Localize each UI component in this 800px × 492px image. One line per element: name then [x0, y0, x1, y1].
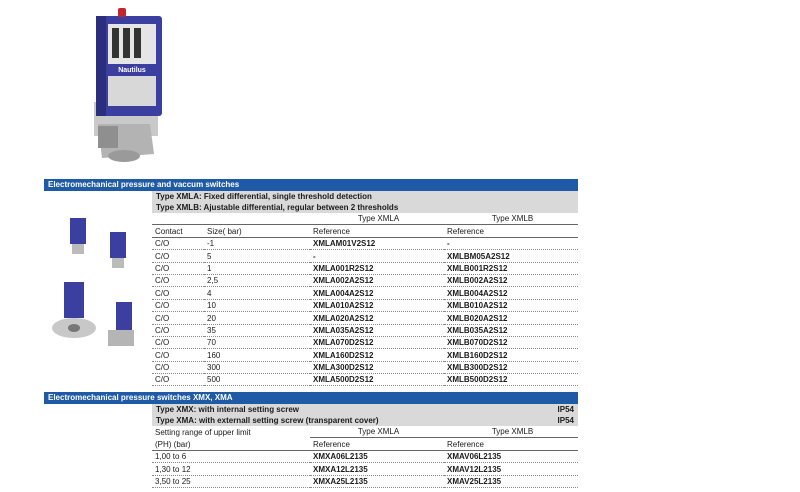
table-row [152, 237, 578, 249]
contact-cell: C/O [152, 274, 204, 286]
ip-rating-xmx: IP54 [557, 405, 574, 414]
contact-cell: C/O [152, 250, 204, 262]
table-row [152, 463, 578, 475]
product-brand-label: Nautilus [118, 67, 146, 74]
reference-b-cell: XMLB010A2S12 [444, 299, 578, 311]
reference-b-cell: XMAV25L2135 [444, 475, 578, 487]
contact-cell: C/O [152, 374, 204, 386]
table-row [152, 287, 578, 299]
table-row [152, 262, 578, 274]
reference-b-cell: XMLB002A2S12 [444, 274, 578, 286]
reference-b-cell: XMLB020A2S12 [444, 312, 578, 324]
col-header-reference-b: Reference [444, 225, 578, 237]
range-cell: 1,30 to 12 [152, 463, 310, 475]
contact-cell: C/O [152, 349, 204, 361]
reference-b-cell: XMAV12L2135 [444, 463, 578, 475]
reference-b-cell: XMLB070D2S12 [444, 336, 578, 348]
contact-cell: C/O [152, 262, 204, 274]
size-cell: 20 [204, 312, 310, 324]
reference-a-cell: XMLA010A2S12 [310, 299, 444, 311]
reference-b-cell: XMLB035A2S12 [444, 324, 578, 336]
contact-cell: C/O [152, 299, 204, 311]
type-xmx-text: Type XMX: with internal setting screw [156, 405, 299, 414]
section-title-xmx-xma: Electromechanical pressure switches XMX, XMA [44, 392, 578, 404]
reference-a-cell: XMLA001R2S12 [310, 262, 444, 274]
contact-cell: C/O [152, 287, 204, 299]
contact-cell: C/O [152, 361, 204, 373]
table-row [152, 475, 578, 487]
section-title-pressure-vacuum: Electromechanical pressure and vaccum switches [44, 179, 578, 191]
reference-b-cell: XMLB001R2S12 [444, 262, 578, 274]
contact-cell: C/O [152, 336, 204, 348]
reference-a-cell: XMXA12L2135 [310, 463, 444, 475]
type-description-xmx [152, 404, 578, 415]
col-header-reference-a: Reference [310, 438, 444, 450]
table-row [152, 450, 578, 462]
col-header-contact: Contact [152, 225, 204, 237]
table-row [152, 299, 578, 311]
type-description-xmlb: Type XMLB: Ajustable differential, regular between 2 thresholds [152, 202, 578, 213]
reference-a-cell: XMLA070D2S12 [310, 336, 444, 348]
size-cell: 5 [204, 250, 310, 262]
contact-cell: C/O [152, 312, 204, 324]
reference-b-cell: XMLBM05A2S12 [444, 250, 578, 262]
size-cell: 500 [204, 374, 310, 386]
col-header-type-xmlb: Type XMLB [444, 213, 578, 225]
pressure-switch-thumbnails [44, 210, 148, 360]
reference-a-cell: XMXA06L2135 [310, 450, 444, 462]
col-header-type-xmla: Type XMLA [310, 426, 444, 438]
col-header-type-xmlb: Type XMLB [444, 426, 578, 438]
size-cell: 35 [204, 324, 310, 336]
reference-a-cell: - [310, 250, 444, 262]
reference-b-cell: XMLB300D2S12 [444, 361, 578, 373]
ip-rating-xma: IP54 [557, 416, 574, 425]
pressure-switch-product-image [88, 6, 168, 164]
range-cell: 3,50 to 25 [152, 475, 310, 487]
table-row [152, 336, 578, 348]
xml-switch-table [152, 213, 578, 386]
table-row [152, 312, 578, 324]
col-header-size: Size( bar) [204, 225, 310, 237]
reference-b-cell: XMAV06L2135 [444, 450, 578, 462]
xmx-xma-table [152, 426, 578, 488]
type-description-xmla: Type XMLA: Fixed differential, single threshold detection [152, 191, 578, 202]
reference-a-cell: XMLAM01V2S12 [310, 237, 444, 249]
table-row [152, 349, 578, 361]
reference-a-cell: XMLA035A2S12 [310, 324, 444, 336]
type-description-xma [152, 415, 578, 426]
size-cell: 4 [204, 287, 310, 299]
size-cell: -1 [204, 237, 310, 249]
reference-a-cell: XMLA002A2S12 [310, 274, 444, 286]
reference-b-cell: - [444, 237, 578, 249]
size-cell: 10 [204, 299, 310, 311]
size-cell: 1 [204, 262, 310, 274]
size-cell: 70 [204, 336, 310, 348]
table-row [152, 250, 578, 262]
reference-a-cell: XMLA160D2S12 [310, 349, 444, 361]
reference-a-cell: XMLA300D2S12 [310, 361, 444, 373]
contact-cell: C/O [152, 324, 204, 336]
table-row [152, 374, 578, 386]
reference-a-cell: XMLA500D2S12 [310, 374, 444, 386]
contact-cell: C/O [152, 237, 204, 249]
reference-a-cell: XMLA004A2S12 [310, 287, 444, 299]
col-header-setting-range: Setting range of upper limit [155, 427, 251, 437]
table-row [152, 274, 578, 286]
col-header-reference-a: Reference [310, 225, 444, 237]
reference-b-cell: XMLB160D2S12 [444, 349, 578, 361]
size-cell: 160 [204, 349, 310, 361]
reference-a-cell: XMLA020A2S12 [310, 312, 444, 324]
table-row [152, 324, 578, 336]
col-header-ph-bar: (PH) (bar) [152, 438, 310, 450]
table-row [152, 361, 578, 373]
reference-b-cell: XMLB004A2S12 [444, 287, 578, 299]
col-header-reference-b: Reference [444, 438, 578, 450]
size-cell: 2,5 [204, 274, 310, 286]
range-cell: 1,00 to 6 [152, 450, 310, 462]
size-cell: 300 [204, 361, 310, 373]
type-xma-text: Type XMA: with externall setting screw (transparent cover) [156, 416, 379, 425]
reference-a-cell: XMXA25L2135 [310, 475, 444, 487]
reference-b-cell: XMLB500D2S12 [444, 374, 578, 386]
col-header-type-xmla: Type XMLA [310, 213, 444, 225]
